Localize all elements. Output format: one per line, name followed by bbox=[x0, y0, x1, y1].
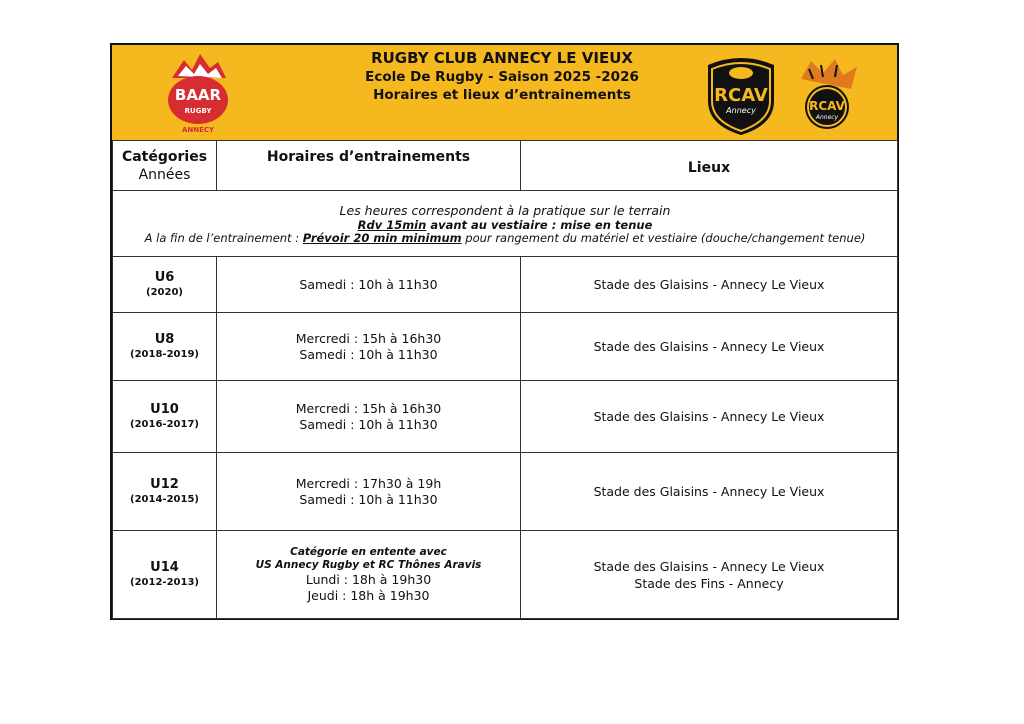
category-years: (2020) bbox=[146, 287, 183, 298]
rcav-shield-logo bbox=[702, 51, 780, 137]
schedule-subtitle: Horaires et lieux d’entrainements bbox=[373, 87, 631, 103]
svg-text:RCAV: RCAV bbox=[714, 85, 768, 106]
category-note: Catégorie en entente avec bbox=[290, 545, 447, 558]
season-subtitle: Ecole De Rugby - Saison 2025 -2026 bbox=[365, 69, 639, 85]
header-categories: Catégories Années bbox=[113, 141, 217, 191]
schedule-line: Mercredi : 15h à 16h30 bbox=[295, 400, 442, 416]
schedule-line: Samedi : 10h à 11h30 bbox=[299, 416, 438, 432]
schedule-line: Mercredi : 15h à 16h30 bbox=[295, 330, 442, 346]
category-name: U6 bbox=[154, 270, 175, 285]
svg-text:RCAV: RCAV bbox=[809, 99, 845, 113]
baar-logo bbox=[164, 48, 232, 136]
schedule-line: Lundi : 18h à 19h30 bbox=[305, 571, 432, 587]
category-name: U8 bbox=[154, 332, 175, 347]
table-row bbox=[113, 313, 898, 381]
svg-text:BAAR: BAAR bbox=[174, 86, 222, 104]
table-header-row bbox=[113, 141, 898, 191]
header-titles bbox=[292, 49, 712, 104]
schedule-line: Samedi : 10h à 11h30 bbox=[299, 276, 438, 292]
table-row bbox=[113, 257, 898, 313]
schedule-sheet bbox=[110, 43, 899, 620]
info-row bbox=[113, 191, 898, 257]
svg-text:Annecy: Annecy bbox=[726, 106, 756, 115]
location-line: Stade des Fins - Annecy bbox=[634, 575, 784, 591]
category-years: (2012-2013) bbox=[130, 577, 199, 588]
category-note: US Annecy Rugby et RC Thônes Aravis bbox=[255, 558, 482, 571]
category-years: (2016-2017) bbox=[130, 419, 199, 430]
header-hours: Horaires d’entrainements bbox=[217, 141, 521, 191]
location-line: Stade des Glaisins - Annecy Le Vieux bbox=[593, 484, 825, 499]
category-years: (2018-2019) bbox=[130, 349, 199, 360]
table-row bbox=[113, 531, 898, 619]
table-row bbox=[113, 381, 898, 453]
club-title: RUGBY CLUB ANNECY LE VIEUX bbox=[371, 49, 633, 67]
rcav-tiger-logo bbox=[787, 55, 867, 135]
category-name: U10 bbox=[150, 402, 179, 417]
category-name: U14 bbox=[150, 560, 179, 575]
schedule-table bbox=[112, 140, 898, 619]
location-line: Stade des Glaisins - Annecy Le Vieux bbox=[593, 409, 825, 424]
svg-text:Annecy: Annecy bbox=[815, 114, 839, 121]
info-notice: Les heures correspondent à la pratique sur le terrain Rdv 15min avant au vestiaire : mise en tenue A la fin de l’entrainement : Prévoir 20 min minimum pour rangement du matériel et vestiaire (douche/changement tenue) bbox=[113, 191, 898, 257]
schedule-line: Samedi : 10h à 11h30 bbox=[299, 491, 438, 507]
category-years: (2014-2015) bbox=[130, 494, 199, 505]
table-row bbox=[113, 453, 898, 531]
schedule-line: Jeudi : 18h à 19h30 bbox=[307, 587, 430, 603]
category-name: U12 bbox=[150, 477, 179, 492]
header-places: Lieux bbox=[521, 141, 898, 191]
schedule-line: Mercredi : 17h30 à 19h bbox=[295, 475, 442, 491]
location-line: Stade des Glaisins - Annecy Le Vieux bbox=[593, 277, 825, 292]
svg-text:ANNECY: ANNECY bbox=[181, 126, 215, 134]
location-line: Stade des Glaisins - Annecy Le Vieux bbox=[593, 558, 825, 574]
header-banner bbox=[112, 45, 897, 141]
schedule-line: Samedi : 10h à 11h30 bbox=[299, 346, 438, 362]
svg-text:RUGBY: RUGBY bbox=[184, 107, 212, 115]
location-line: Stade des Glaisins - Annecy Le Vieux bbox=[593, 339, 825, 354]
